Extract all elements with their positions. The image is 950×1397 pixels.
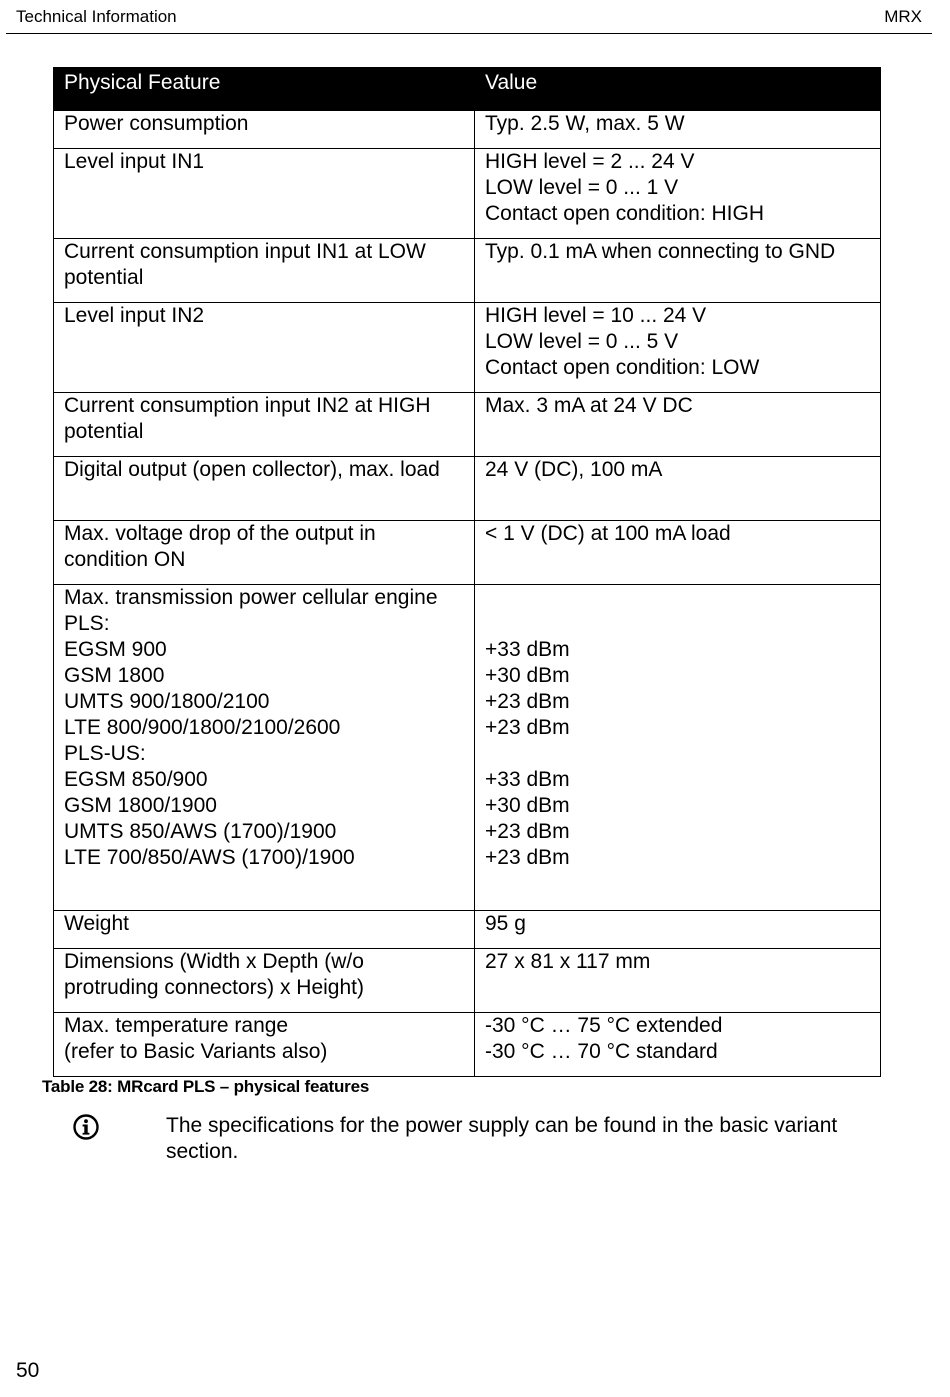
value-cell: Typ. 0.1 mA when connecting to GND [475,239,881,303]
header-section-title: Technical Information [16,7,177,26]
feature-cell: Dimensions (Width x Depth (w/o protruding connectors) x Height) [54,949,475,1013]
header-product-name: MRX [884,7,922,26]
info-icon [72,1113,100,1141]
physical-features-table [53,67,881,1077]
feature-cell: Current consumption input IN2 at HIGH potential [54,393,475,457]
feature-cell: Max. transmission power cellular engine PLS: EGSM 900 GSM 1800 UMTS 900/1800/2100 LTE 800/900/1800/2100/2600 PLS-US: EGSM 850/900 GSM 1800/1900 UMTS 850/AWS (1700)/1900 LTE 700/850/AWS (1700)/1900 [54,585,475,911]
feature-cell: Current consumption input IN1 at LOW potential [54,239,475,303]
table-row [54,303,881,393]
table-row [54,911,881,949]
feature-cell: Weight [54,911,475,949]
page-header [6,0,932,34]
table-row [54,111,881,149]
column-header-feature: Physical Feature [54,68,475,111]
value-cell: +33 dBm +30 dBm +23 dBm +23 dBm +33 dBm +30 dBm +23 dBm +23 dBm [475,585,881,911]
table-row [54,149,881,239]
value-cell: -30 °C … 75 °C extended -30 °C … 70 °C standard [475,1013,881,1077]
table-row [54,585,881,911]
table-row [54,1013,881,1077]
feature-cell: Max. temperature range (refer to Basic Variants also) [54,1013,475,1077]
value-cell: < 1 V (DC) at 100 mA load [475,521,881,585]
table-header-row [54,68,881,111]
value-cell: 95 g [475,911,881,949]
page-number: 50 [16,1359,40,1382]
feature-cell: Level input IN2 [54,303,475,393]
value-cell: 24 V (DC), 100 mA [475,457,881,521]
table-caption: Table 28: MRcard PLS – physical features [42,1077,370,1096]
table-row [54,457,881,521]
feature-cell: Max. voltage drop of the output in condition ON [54,521,475,585]
feature-cell: Level input IN1 [54,149,475,239]
value-cell: Typ. 2.5 W, max. 5 W [475,111,881,149]
note-text: The specifications for the power supply can be found in the basic variant section. [166,1114,838,1163]
value-cell: HIGH level = 10 ... 24 V LOW level = 0 ... 5 V Contact open condition: LOW [475,303,881,393]
value-cell: HIGH level = 2 ... 24 V LOW level = 0 ... 1 V Contact open condition: HIGH [475,149,881,239]
table-row [54,949,881,1013]
value-cell: 27 x 81 x 117 mm [475,949,881,1013]
feature-cell: Digital output (open collector), max. load [54,457,475,521]
table-row [54,239,881,303]
value-cell: Max. 3 mA at 24 V DC [475,393,881,457]
table-row [54,393,881,457]
table-row [54,521,881,585]
column-header-value: Value [475,68,881,111]
feature-cell: Power consumption [54,111,475,149]
